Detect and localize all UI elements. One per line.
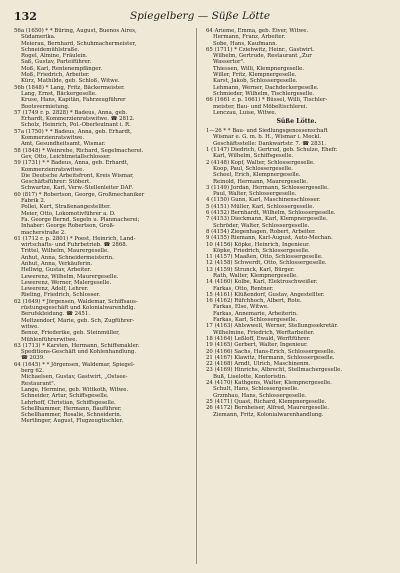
directory-entry-line: Michaelsen, Gustav, Gastwirt, „Ostsee- [21,374,128,381]
directory-entry-line: 7 (4153) Dieckmann, Karl, Klempnergeselle. [206,216,328,223]
directory-entry-line: Die Deutsche Arbeitsfront, Kreis Wismar, [21,172,134,179]
directory-entry-line: 11 (4157) Maaßen, Otto, Schlossergeselle. [206,254,323,261]
directory-entry-line: 56a (1650) * * Büring, August, Buenos Aires, [14,28,137,34]
directory-entry-line: Karl, Wilhelm, Schiffsgeselle. [213,153,294,160]
directory-entry-line: Anhut, Anna, Verkäuferin. [21,260,93,267]
directory-entry-line: Lewerenz, Wilhelm, Maurergeselle. [21,273,119,280]
directory-entry-line: Karst, Jakob, Schlossergeselle. [213,78,298,85]
directory-entry-line: Schellhammer, Rosalie, Schneiderin. [21,412,122,419]
directory-entry-line: Schneider, Artur, Schiffsgeselle. [21,393,109,400]
directory-entry-line: Schröder, Walter, Schlossergeselle. [213,222,310,229]
directory-entry-line: Inhaber: George Robertson, Groß- [21,223,115,230]
directory-entry-line: 23 (4169) Hinrichs, Albrecht, Stellmachergeselle. [206,367,343,374]
directory-entry-line: 58 (1848) * Weinrebe, Richard, Segelmacherei. [14,147,144,154]
directory-entry-line: Hermann, Franz, Arbeiter. [213,34,286,41]
directory-entry-line: Mühlenführerwitwe. [21,336,78,343]
directory-entry-line: Lewerenz, Werner, Malergeselle. [21,279,112,286]
directory-entry-line: 56b (1848) * Lang, Fritz, Bäckermeister. [14,84,125,91]
directory-entry-line: Farkas, Karl, Schlossergeselle. [213,317,298,324]
directory-entry-line: Lenczau, Luise, Witwe. [213,109,277,116]
directory-entry-line: Lange, Hermine, geb. Wittkoth, Witwe. [21,386,129,393]
directory-entry-line: 10 (4156) Köpke, Heinrich, Ingenieur. [206,241,310,248]
directory-entry-line: 17 (4163) Ahlswwell, Werner, Stellungssekretär. [206,323,339,330]
directory-entry-line: Buß, Liselotte, Kontoristin. [213,373,287,380]
directory-entry-line: Hellwig, Gustav, Arbeiter. [21,267,92,274]
directory-entry-line: 16 (4162) Rüfchhoch, Albert, Rote. [206,298,302,305]
directory-entry-line: 1 (1147) Diedrich, Gertrud, geb. Schulze, Ehefr. [206,147,338,154]
directory-entry-line: 61 (1712 r. p. 2801) * Poest, Heinrich, Land- [14,235,136,242]
directory-entry-line: Lewerenz, Adolf, Lehrer. [21,286,89,293]
directory-entry-line: Koop, Paul, Schlossergeselle. [213,165,293,172]
directory-entry-line: 63 (1713) * Karsten, Hermann, Schiffsmakler. [14,342,140,349]
directory-entry-line: 24 (4170) Kathgens, Walter, Klempnergeselle. [206,380,332,387]
directory-entry-line: Reinold, Hermann, Maurergeselle. [213,178,308,185]
right-column-top-entries [206,28,387,116]
directory-entry-line: Kommerzienratswitwe. [21,166,85,173]
directory-entry-line: 21 (4167) Klawitz, Hermann, Schlossergeselle. [206,354,335,361]
directory-entry-line: Speditions-Geschäft und Kohlenhandlung. [21,349,137,356]
right-column-bottom-entries [206,128,387,418]
directory-entry-line: 1—26 * * Bau- und Siedlungsgenossenschaft [206,128,328,135]
directory-entry-line: Scholz, Heinrich, Pol.-Oberleutnant i. R. [21,122,131,129]
directory-entry-line: 22 (4168) Arndt, Ulrich, Maschinenm. [206,361,311,368]
directory-entry-line: 6 (4152) Bernhardt, Wilhelm, Schlossergeselle. [206,210,336,217]
right-column [206,28,387,418]
directory-entry-line: 59 (1731) * * Badeus, Anna, geb. Erhardt, [14,160,129,167]
directory-entry-line: Amt, Gesundheitsamt, Wismar. [21,141,106,148]
directory-entry-line: Berufskleidung. ☎ 2451. [21,311,90,318]
directory-entry-line: 12 (4158) Schwerdt, Otto, Schlossergeselle. [206,260,327,267]
directory-entry-line: 15 (4161) Klüßendorf, Gustav, Angestellter. [206,291,325,298]
directory-entry-line: 64 Arieme, Emma, geb. Eiver, Witwe. [206,28,309,34]
directory-entry-line: Schult, Hans, Schlossergeselle. [213,386,299,393]
directory-entry-line: Moß, Karl, Rentenempfänger. [21,65,103,72]
directory-entry-line: 64 (1645) * * Jörgensen, Waldemar, Spiegel- [14,361,135,368]
directory-entry-line: wirtschafts- und Fuhrbetrieb. ☎ 2868. [21,242,128,249]
directory-entry-line: Kürz, Mathilde, geb. Schloß, Witwe. [21,78,120,85]
directory-entry-line: rüstungsgeschäft und Kolonialwarenhdlg. [21,305,136,312]
directory-entry-line: 62 (1649) * Jörgensen, Waldemar, Schiffsaus- [14,298,138,305]
directory-entry-line: Farkas, Otto, Rentner. [213,285,274,292]
directory-entry-line: Restaurant". [21,380,56,387]
directory-entry-line: Saß, Gustav, Parteiführer. [21,59,92,66]
directory-entry-line: Wassertor". [213,59,245,66]
directory-entry-line: Meier, Otto, Lokomotivführer a. D. [21,210,116,217]
section-title: Süße Lötte. [276,118,317,126]
directory-entry-line: Rogel, Almine, Fräulein. [21,53,88,60]
directory-entry-line: 18 (4164) Leßloff, Ewald, Werftführer. [206,335,311,342]
directory-entry-line: Schwartze, Karl, Verw.-Stellenleiter DAF. [21,185,134,192]
directory-entry-line: Schmieder, Wilhelm, Tischlergeselle. [213,90,315,97]
directory-entry-line: Sobe, Hans, Kaufmann. [213,40,278,47]
directory-entry-line: Lang, Ernst, Bäckergeselle. [21,90,97,97]
directory-entry-line: Thiessen, Willi, Klempnergeselle. [213,65,305,72]
directory-entry-line: Südamerika. [21,34,56,41]
directory-entry-line: Ziemann, Fritz, Kolonialwarenhandlung. [213,411,324,418]
directory-entry-line: Wilhelmine, Friedrich, Werftarbeiter. [213,329,315,336]
directory-entry-line: Trittel, Wilhelm, Maurergeselle. [21,248,109,255]
directory-entry-line: ☎ 2039. [21,355,45,362]
directory-entry-line: Rath, Walter, Klempnergeselle. [213,272,298,279]
directory-entry-line: 65 (1711) * Cziehwitz, Heinr., Gastwirt. [206,46,315,53]
directory-entry-line: Gev, Otto, Leichtmetallschlosser. [21,153,111,160]
directory-entry-line: Farkas, Else, Witwe. [213,304,269,311]
directory-entry-line: Mertlinger, August, Flugzeugtischler. [21,418,124,425]
directory-entry-line: 14 (4160) Kolbe, Karl, Elektroschweißer. [206,279,318,286]
directory-entry-line: 2 (4148) Kopf, Walter, Schlossergeselle. [206,159,315,166]
directory-entry-line: Köpke, Friedrich, Schlossergeselle. [213,247,310,254]
directory-entry-line: Willer, Fritz, Klempnergeselle. [213,72,297,79]
directory-entry-line: Moß, Friedrich, Arbeiter. [21,72,90,79]
directory-entry-line: Anhut, Anna, Schneidermeisterin. [21,254,114,261]
page-number: 132 [14,10,37,23]
directory-entry-line: Schneidemühlstraße. [21,46,80,53]
directory-entry-line: Schellhammer, Hermann, Bauführer. [21,405,122,412]
directory-entry-line: 5 (4151) Müller, Karl, Schlossergeselle. [206,203,315,210]
directory-entry-line: 4 (1150) Gunn, Karl, Maschinenschlosser. [206,197,321,204]
directory-entry-line: 3 (1149) Jordan, Hermann, Schlossergeselle. [206,184,329,191]
directory-entry-line: Geschäftsführer: Stöbert. [21,179,91,186]
directory-entry-line: 19 (4165) Gerbert, Walter, Ingenieur. [206,342,308,349]
directory-entry-line: Kommerzienratswitwe. [21,135,85,142]
directory-entry-line: 66 (1661 r. p. 1661) * Büssel, Willi, Tischler- [206,97,328,104]
directory-entry-line: 25 (4171) Quast, Richard, Klempnergeselle. [206,398,327,405]
directory-entry-line: berg 62. [21,368,44,375]
directory-entry-line: Erhardt, Kommerzienratswitwe. ☎ 2812. [21,116,135,123]
directory-entry-line: Grzmhau, Hans, Schlossergeselle. [213,392,307,399]
directory-entry-line: meister, Bau- und Möbeltischlerei. [213,103,308,110]
directory-entry-line: Farkas, Annemarie, Arbeiterin. [213,310,298,317]
directory-entry-line: Wismar e. G. m. b. H., Wismar i. Meckl. [213,134,322,141]
column-divider [196,28,197,564]
page-header [14,10,386,26]
directory-entry-line: witwe. [21,323,40,330]
running-title: Spiegelberg — Süße Lötte [129,10,271,22]
directory-entry-line: Bootsvermietung. [21,103,70,110]
directory-entry-line: Lehrhoff, Christian, Schiffsgeselle. [21,399,116,406]
directory-entry-line: Meltzendorf, Marie, geb. Sch, Zugführer- [21,317,135,324]
directory-entry-line: 9 (4155) Riemann, Karl-August, Auto-Mechan. [206,235,333,242]
directory-entry-line: 8 (4154) Ziegenhagen, Robert, Arbeiter. [206,228,316,235]
directory-entry-line: Geschäftsstelle: Dankwartstr. 7. ☎ 2831. [213,140,327,147]
directory-entry-line: Kruse, Hans, Kapitän, Fahrzeugführer [21,97,126,104]
directory-entry-line: 13 (4159) Strunck, Karl, Bürger. [206,266,295,273]
left-column [14,28,195,425]
directory-entry-line: Fabrik 2. [21,198,46,205]
directory-entry-line: macherstraße 2. [21,229,66,236]
directory-entry-line: Lehmann, Werner, Dachdeckergeselle. [213,84,319,91]
directory-entry-line: Fa. George Bernd, Segeln u. Planmacherei; [21,216,140,223]
directory-entry-line: Pollei, Kurt, Straßenangestellter. [21,204,111,211]
directory-entry-line: Meierau, Bernhard, Schuhmachermeister, [21,40,137,47]
directory-entry-line: Rieling, Friedrich, Schlosser. [21,292,101,299]
directory-entry-line: 20 (4166) Sachs, Hans-Erich, Schlossergeselle. [206,348,336,355]
directory-entry-line: 57 (1749 r. p. 2828) * Badeus, Anna, geb. [14,109,128,116]
directory-entry-line: Wilhelm, Gertrude, Restaurant „Zur [213,53,312,60]
directory-entry-line: Benoz, Friederike, geb. Steinmüller, [21,330,120,337]
directory-entry-line: 26 (4172) Bernheiser, Alfred, Maurergeselle. [206,405,329,412]
directory-entry-line: 57a (1750) * * Badeus, Anna, geb. Erhardt, [14,128,132,135]
directory-entry-line: Paul, Walter, Schlossergeselle. [213,191,297,198]
directory-entry-line: Scheel, Erich, Klempnergeselle. [213,172,301,179]
directory-entry-line: 60 (817) * Robertson, George, Großmechaniker [14,191,145,198]
